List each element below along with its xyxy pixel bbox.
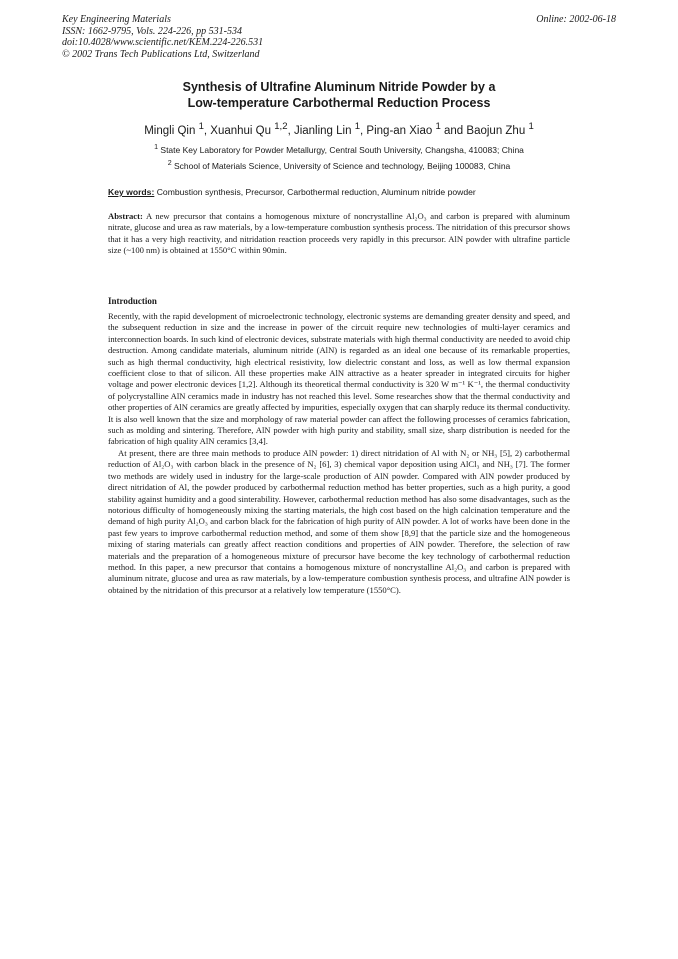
title-line-2: Low-temperature Carbothermal Reduction Process	[187, 96, 491, 110]
author-affiliation-mark: 1	[198, 121, 204, 132]
keywords-text: Combustion synthesis, Precursor, Carbothermal reduction, Aluminum nitride powder	[156, 187, 476, 197]
affiliation-2	[80, 158, 598, 172]
introduction-body	[108, 311, 570, 596]
doi-line: doi:10.4028/www.scientific.net/KEM.224-226.531	[62, 37, 264, 48]
author-affiliation-mark: 1	[354, 121, 361, 132]
author-name: Ping-an Xiao	[366, 124, 433, 137]
issn-line: ISSN: 1662-9795, Vols. 224-226, pp 531-534	[62, 25, 242, 37]
author-affiliation-mark: 1	[435, 121, 441, 132]
abstract	[108, 211, 570, 257]
authors-conjunction: and	[444, 124, 464, 137]
journal-name: Key Engineering Materials	[62, 14, 171, 25]
online-date: Online: 2002-06-18	[536, 14, 616, 25]
author-name: Jianling Lin	[293, 124, 352, 137]
author-name: Xuanhui Qu	[210, 124, 272, 137]
affiliation-text: State Key Laboratory for Powder Metallurgy, Central South University, Changsha, 410083; China	[160, 144, 524, 155]
affiliation-mark: 2	[167, 159, 172, 167]
keywords-label: Key words:	[108, 187, 155, 197]
author-list: Mingli Qin $^1$, Xuanhui Qu $^{1,2}$, Jianling Lin $^1$, Ping-an Xiao $^1$ and Baojun Zhu $^1$	[144, 121, 534, 137]
author-name: Mingli Qin	[144, 124, 196, 137]
keywords	[108, 187, 578, 198]
author-affiliation-mark: 1	[528, 121, 534, 132]
paper-title	[80, 79, 598, 111]
author-name: Baojun Zhu	[466, 124, 526, 137]
journal-header	[62, 14, 263, 60]
title-line-1: Synthesis of Ultrafine Aluminum Nitride Powder by a	[182, 80, 496, 94]
intro-paragraph-2: At present, there are three main methods to produce AlN powder: 1) direct nitridation of Al with N₂ or NH₃ [5], 2) carbothermal reduction of Al₂O₃ with carbon black in the presence of N₂ [6], 3) chemical vapor deposition using AlCl₃ and NH₃ [7]. The former two methods are widely used in industry for the large-scale production of AlN powder. Compared with AlN powder produced by direct nitridation of Al, the powder produced by carbothermal reduction method has better properties, such as a high purity, a good stability against humidity and a good sinterability. However, carbothermal reduction method has also some disadvantages, such as the notorious difficulty of homogeneously mixing the starting materials, the high cost based on the high calcination temperature and the demand of high purity Al₂O₃ and carbon black for the fabrication of high purity of AlN powder. A lot of works have been done in the past few years to improve carbothermal reduction method, and some of them show [8,9] that the particle size and the homogeneous mixing of staring materials can greatly affect reaction conditions and properties of AlN powder. Therefore, the selection of raw materials and the preparation of a homogeneous mixture of precursor have become the key technology of carbothermal reduction method. In this paper, a new precursor that contains a homogenous mixture of noncrystalline Al₂O₃ and carbon is prepared with aluminum nitrate, glucose and urea as raw materials, by a low-temperature combustion synthesis process, and ultrafine AlN powder is obtained by the nitridation of this precursor at a relatively low temperature (1550°C).	[108, 447, 570, 595]
section-heading-introduction: Introduction	[108, 296, 157, 306]
author-affiliation-mark: 1,2	[274, 121, 288, 132]
copyright-line: © 2002 Trans Tech Publications Ltd, Switzerland	[62, 48, 260, 60]
intro-paragraph-1: Recently, with the rapid development of microelectronic technology, electronic systems are demanding greater density and speed, and the subsequent reduction in size and the increase in power of the circuit require new technologies of multi-layer ceramics and interconnection boards. In such kind of electronic devices, substrate materials with high thermal conductivity are needed to avoid chip destruction. Among candidate materials, aluminum nitride (AlN) is regarded as an ideal one because of its remarkable properties, such as high thermal conductivity, high electrical resistivity, low dielectric constant and loss, as well as low thermal expansion coefficient close to that of silicon. All these properties make AlN attractive as a heater spreader in integrated circuits for higher voltage and power electronic devices [1,2]. Although its theoretical thermal conductivity is 320 W m⁻¹ K⁻¹, the thermal conductivity of polycrystalline AlN ceramics made in industry has not reached this level. Some researches show that the thermal conductivity and other properties of AlN ceramics are greatly affected by impurities, especially oxygen that can sharply reduce its thermal conductivity. It is also well known that the size and morphology of raw material powder can affect the following processes of ceramics fabrication, such as molding and sintering. Therefore, AlN powder with high purity and stability, small size, sharp distribution is needed for the fabrication of high quality AlN ceramics [3,4].	[108, 311, 570, 447]
affiliation-1	[80, 142, 598, 156]
affiliation-mark: 1	[154, 143, 159, 151]
abstract-label: Abstract:	[108, 211, 143, 221]
affiliation-text: School of Materials Science, University of Science and technology, Beijing 100083, China	[174, 160, 511, 171]
abstract-text: A new precursor that contains a homogenous mixture of noncrystalline Al₂O₃ and carbon is prepared with aluminum nitrate, glucose and urea as raw materials, by a low-temperature combustion synthesis process. The nitridation of this precursor shows that it has a very high reactivity, and nitridation reaction proceeds very rapidly in this precursor. AlN powder with ultrafine particle size (~100 nm) is obtained at 1550°C within 90min.	[108, 211, 570, 256]
